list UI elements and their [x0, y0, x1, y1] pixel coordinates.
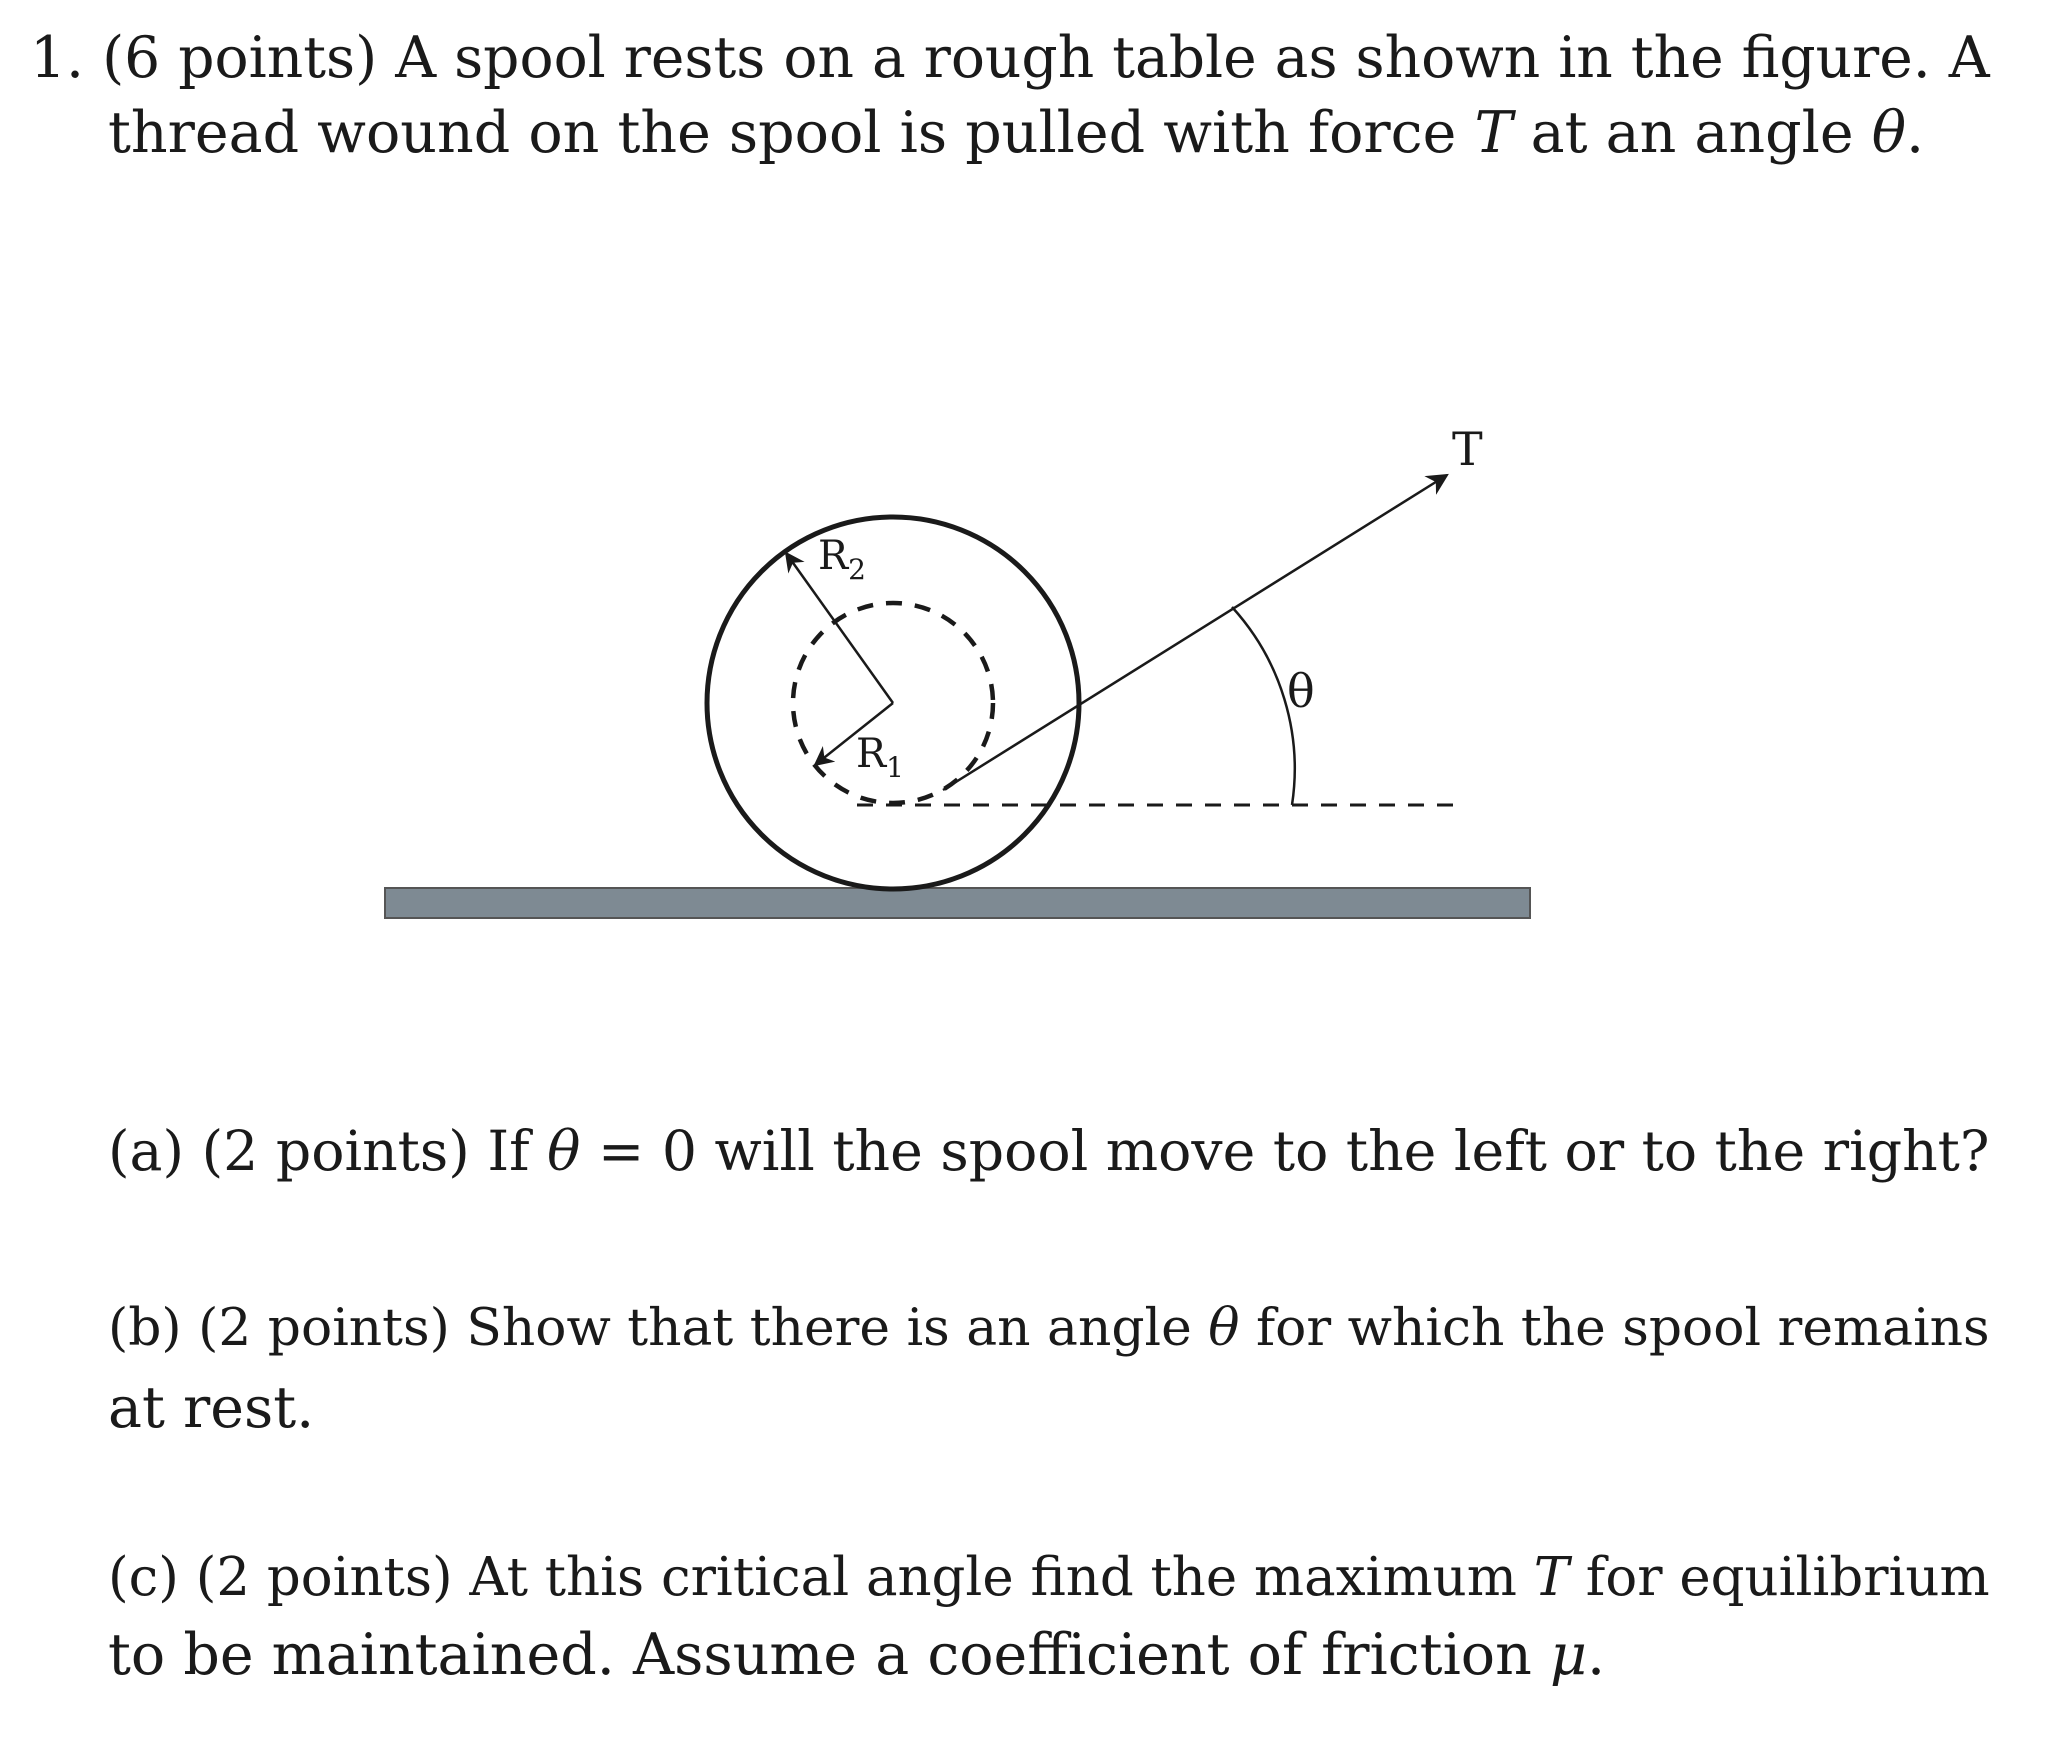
label-R1	[856, 731, 904, 784]
part-b-line-1	[108, 1298, 1990, 1358]
part-a-prefix: (a) (2 points) If	[108, 1120, 548, 1184]
part-c-line2-prefix: to be maintained. Assume a coefficient of friction	[108, 1622, 1550, 1688]
label-theta: θ	[1287, 664, 1315, 718]
part-c-line-2	[108, 1622, 1606, 1688]
problem-points: (6 points)	[102, 25, 378, 91]
label-R1-main: R	[856, 731, 887, 777]
part-a-rest: = 0 will the spool move to the left or to the right?	[580, 1120, 1990, 1184]
part-b-theta: θ	[1208, 1298, 1240, 1358]
part-a-theta: θ	[547, 1120, 581, 1184]
problem-text-2c: .	[1906, 100, 1925, 166]
problem-text-2b: at an angle	[1512, 100, 1872, 166]
part-b-line-2	[108, 1375, 315, 1441]
label-R2-sub: 2	[848, 553, 866, 586]
part-c-suffix: for equilibrium	[1568, 1547, 1990, 1608]
symbol-theta: θ	[1871, 100, 1907, 166]
part-a	[108, 1120, 1990, 1184]
problem-text-1: A spool rests on a rough table as shown in the figure. A	[395, 25, 1990, 91]
problem-number: 1.	[30, 25, 85, 91]
part-c-prefix: (c) (2 points) At this critical angle find the maximum	[108, 1547, 1534, 1608]
theta-angle-arc	[1232, 607, 1295, 805]
label-R2	[818, 533, 866, 586]
symbol-T: T	[1474, 100, 1513, 166]
label-T: T	[1452, 422, 1483, 476]
problem-text-2a: thread wound on the spool is pulled with force	[108, 100, 1475, 166]
part-b-suffix: for which the spool remains	[1239, 1298, 1990, 1358]
rough-table	[385, 888, 1530, 918]
label-R1-sub: 1	[886, 751, 904, 784]
part-b-line2-text: at rest.	[108, 1375, 315, 1441]
force-T-arrow	[943, 475, 1447, 790]
label-R2-main: R	[818, 533, 849, 579]
part-c-mu: μ	[1549, 1622, 1587, 1688]
part-c-line-1	[108, 1547, 1990, 1608]
part-c-line2-suffix: .	[1587, 1622, 1606, 1688]
part-b-prefix: (b) (2 points) Show that there is an angle	[108, 1298, 1209, 1358]
part-c-T: T	[1533, 1547, 1569, 1608]
